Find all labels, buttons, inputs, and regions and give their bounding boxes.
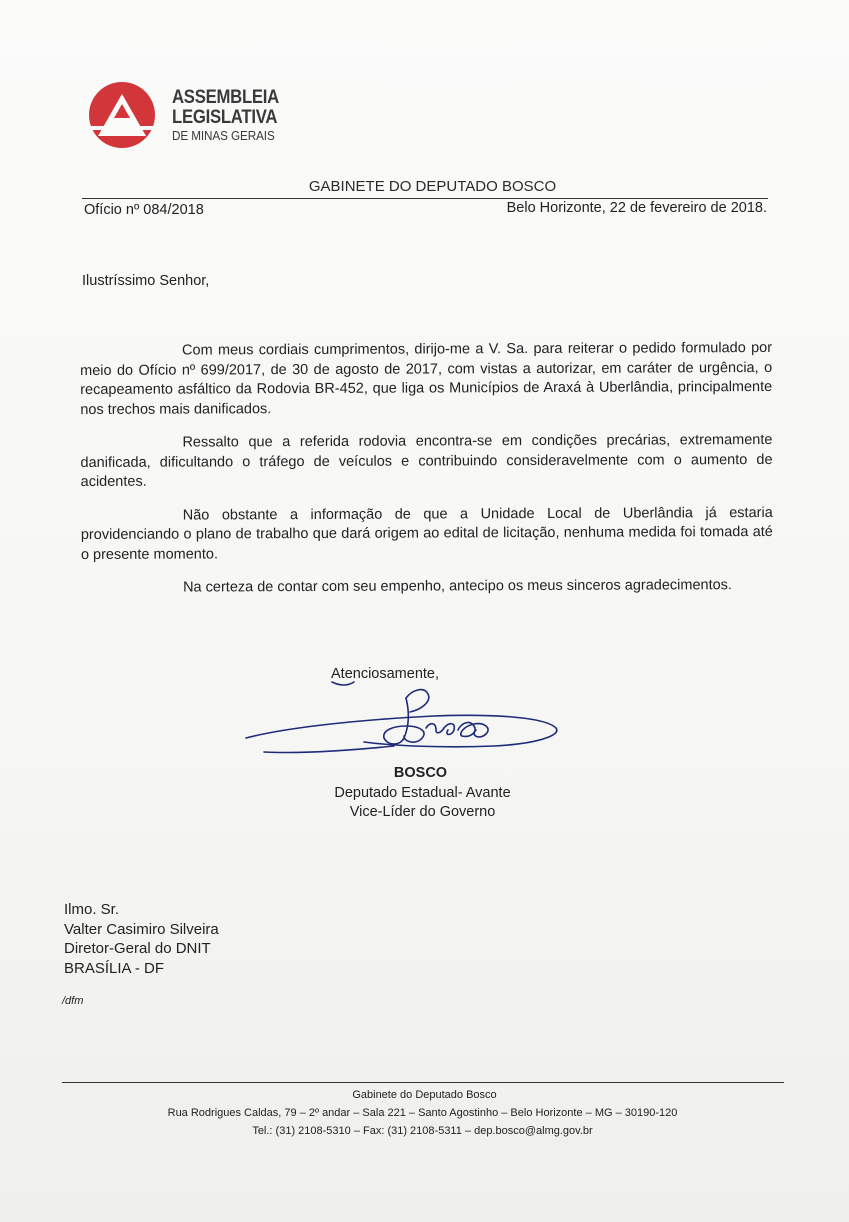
footer-divider — [62, 1082, 784, 1083]
addressee-block — [64, 900, 219, 978]
signatory-role-line-1 — [0, 785, 849, 801]
body-paragraph-3: Não obstante a informação de que a Unidade Local de Uberlândia já estaria providenciando o plano de trabalho que dará origem ao edital de licitação, nenhuma medida foi tomada até o presente momento. — [80, 504, 773, 563]
addressee-line-3: Diretor-Geral do DNIT — [64, 940, 211, 957]
footer-address: Rua Rodrigues Caldas, 79 – 2º andar – Sala 221 – Santo Agostinho – Belo Horizonte – MG – 30190-120 — [167, 1107, 678, 1119]
handwritten-signature — [244, 676, 564, 766]
signatory-name-line — [0, 765, 849, 781]
body-paragraph-4: Na certeza de contar com seu empenho, antecipo os meus sinceros agradecimentos. — [183, 577, 732, 596]
footer-line-3 — [0, 1125, 849, 1137]
body-paragraph-1: Com meus cordiais cumprimentos, dirijo-me a V. Sa. para reiterar o pedido formulado por meio do Ofício nº 699/2017, de 30 de agosto de 2017, com vistas a autorizar, em caráter de urgência, o recapeamento asfáltico da Rodovia BR-452, que liga os Municípios de Araxá à Uberlândia, principalmente nos trechos mais danificados. — [80, 339, 773, 418]
addressee-line-1: Ilmo. Sr. — [64, 901, 120, 918]
body-paragraph-2: Ressalto que a referida rodovia encontra-se em condições precárias, extremamente danificada, dificultando o tráfego de veículos e contribuindo consideravelmente com o aumento de acidentes. — [80, 431, 773, 490]
footer-contact: Tel.: (31) 2108-5310 – Fax: (31) 2108-5311 – dep.bosco@almg.gov.br — [252, 1125, 593, 1137]
assembly-logo — [84, 82, 314, 150]
logo-line-2: LEGISLATIVA — [172, 107, 278, 128]
assembly-emblem-icon — [84, 82, 164, 150]
reference-number: Ofício nº 084/2018 — [84, 202, 204, 218]
footer-line-2 — [0, 1107, 849, 1119]
logo-line-3: DE MINAS GERAIS — [172, 128, 275, 143]
signatory-name: BOSCO — [393, 765, 448, 781]
letter-body — [80, 339, 773, 613]
closing: Atenciosamente, — [331, 666, 440, 682]
salutation: Ilustríssimo Senhor, — [82, 273, 210, 289]
office-heading — [0, 178, 849, 195]
addressee-line-2: Valter Casimiro Silveira — [64, 920, 219, 938]
signatory-role-line-2 — [0, 804, 849, 820]
office-heading-text: GABINETE DO DEPUTADO BOSCO — [308, 178, 557, 195]
signatory-role-2: Vice-Líder do Governo — [349, 804, 496, 820]
signatory-role-1: Deputado Estadual- Avante — [334, 785, 511, 801]
footer-line-1 — [0, 1089, 849, 1101]
logo-line-1: ASSEMBLEIA — [172, 87, 279, 108]
typist-initials: /dfm — [62, 995, 84, 1007]
header-divider — [82, 198, 768, 199]
footer-office: Gabinete do Deputado Bosco — [352, 1089, 497, 1101]
addressee-line-4: BRASÍLIA - DF — [64, 959, 165, 977]
place-date: Belo Horizonte, 22 de fevereiro de 2018. — [506, 200, 767, 216]
